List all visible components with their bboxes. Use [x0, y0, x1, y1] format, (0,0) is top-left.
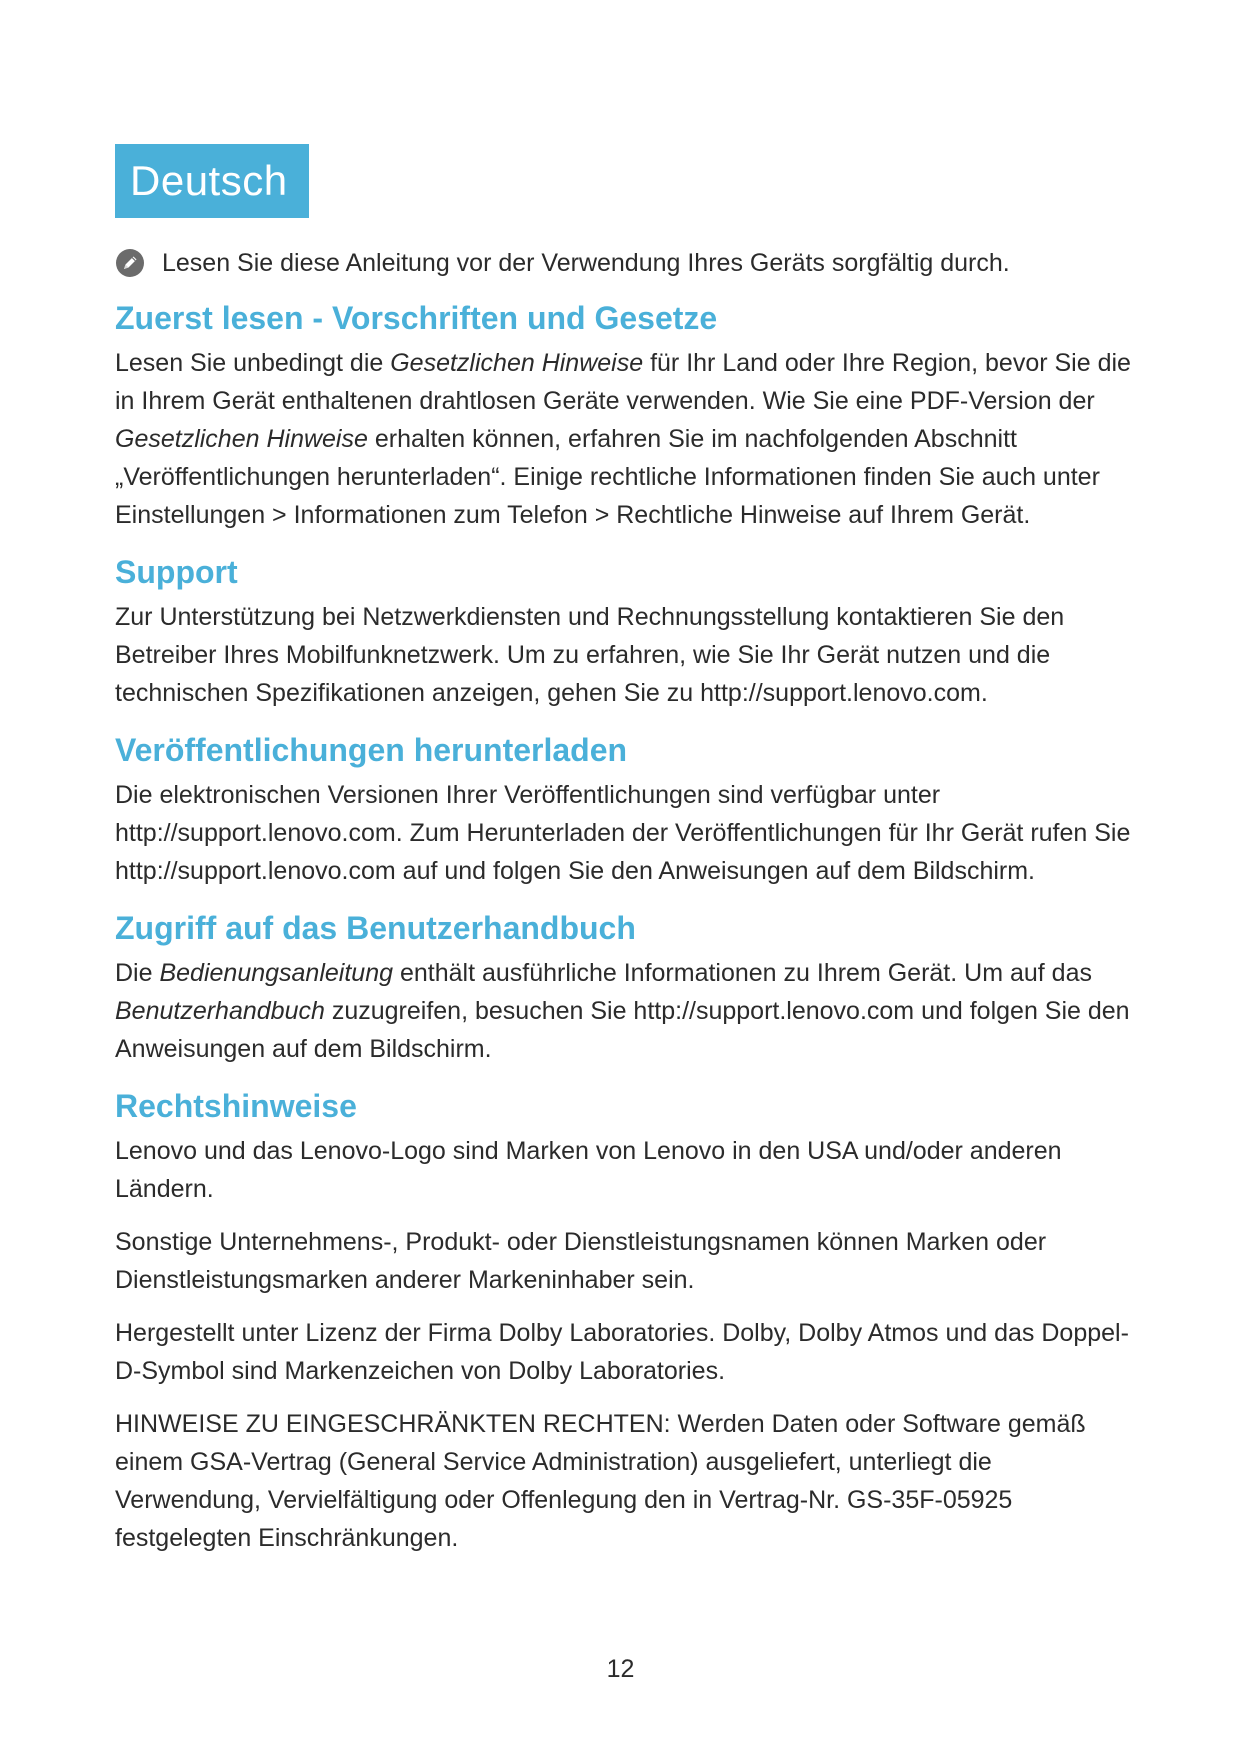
section-paragraph: Lesen Sie unbedingt die Gesetzlichen Hinweise für Ihr Land oder Ihre Region, bevor Sie die in Ihrem Gerät enthaltenen drahtlosen Geräte verwenden. Wie Sie eine PDF-Version der Gesetzlichen Hinweise erhalten können, erfahren Sie im nachfolgenden Abschnitt „Veröffentlichungen herunterladen“. Einige rechtliche Informationen finden Sie auch unter Einstellungen > Informationen zum Telefon > Rechtliche Hinweise auf Ihrem Gerät.	[115, 349, 1131, 529]
emphasis: Gesetzlichen Hinweise	[390, 349, 644, 377]
main-content	[115, 292, 1140, 1557]
emphasis: Bedienungsanleitung	[159, 959, 394, 987]
section-paragraph: Die Bedienungsanleitung enthält ausführliche Informationen zu Ihrem Gerät. Um auf das Benutzerhandbuch zuzugreifen, besuchen Sie http://support.lenovo.com und folgen Sie den Anweisungen auf dem Bildschirm.	[115, 959, 1130, 1063]
section-legal	[115, 1080, 1140, 1557]
section-heading: Zuerst lesen - Vorschriften und Gesetze	[115, 300, 718, 336]
section-first-read	[115, 292, 1140, 534]
notice-text: Lesen Sie diese Anleitung vor der Verwendung Ihres Geräts sorgfältig durch.	[162, 248, 1010, 277]
section-downloads	[115, 724, 1140, 890]
section-paragraph: Lenovo und das Lenovo-Logo sind Marken von Lenovo in den USA und/oder anderen Ländern.	[115, 1137, 1062, 1203]
emphasis: Benutzerhandbuch	[115, 997, 325, 1025]
section-paragraph: Hergestellt unter Lizenz der Firma Dolby Laboratories. Dolby, Dolby Atmos und das Doppel-D-Symbol sind Markenzeichen von Dolby Laboratories.	[115, 1319, 1129, 1385]
emphasis: Gesetzlichen Hinweise	[115, 425, 368, 453]
pencil-note-icon	[115, 248, 145, 278]
section-heading: Veröffentlichungen herunterladen	[115, 732, 628, 768]
reading-notice	[115, 246, 1010, 280]
section-support	[115, 546, 1140, 712]
section-paragraph: Zur Unterstützung bei Netzwerkdiensten und Rechnungsstellung kontaktieren Sie den Betreiber Ihres Mobilfunknetzwerk. Um zu erfahren, wie Sie Ihr Gerät nutzen und die technischen Spezifikationen anzeigen, gehen Sie zu http://support.lenovo.com.	[115, 603, 1065, 707]
section-paragraph: Die elektronischen Versionen Ihrer Veröffentlichungen sind verfügbar unter http://support.lenovo.com. Zum Herunterladen der Veröffentlichungen für Ihr Gerät rufen Sie http://support.lenovo.com auf und folgen Sie den Anweisungen auf dem Bildschirm.	[115, 781, 1131, 885]
section-paragraph: HINWEISE ZU EINGESCHRÄNKTEN RECHTEN: Werden Daten oder Software gemäß einem GSA-Vertrag (General Service Administration) ausgeliefert, unterliegt die Verwendung, Vervielfältigung oder Offenlegung den in Vertrag-Nr. GS-35F-05925 festgelegten Einschränkungen.	[115, 1410, 1086, 1552]
language-badge: Deutsch	[115, 144, 309, 218]
section-heading: Support	[115, 554, 238, 590]
page-number: 12	[606, 1655, 635, 1683]
section-paragraph: Sonstige Unternehmens-, Produkt- oder Dienstleistungsnamen können Marken oder Dienstleistungsmarken anderer Markeninhaber sein.	[115, 1228, 1047, 1294]
section-heading: Rechtshinweise	[115, 1088, 357, 1124]
section-user-guide	[115, 902, 1140, 1068]
section-heading: Zugriff auf das Benutzerhandbuch	[115, 910, 636, 946]
